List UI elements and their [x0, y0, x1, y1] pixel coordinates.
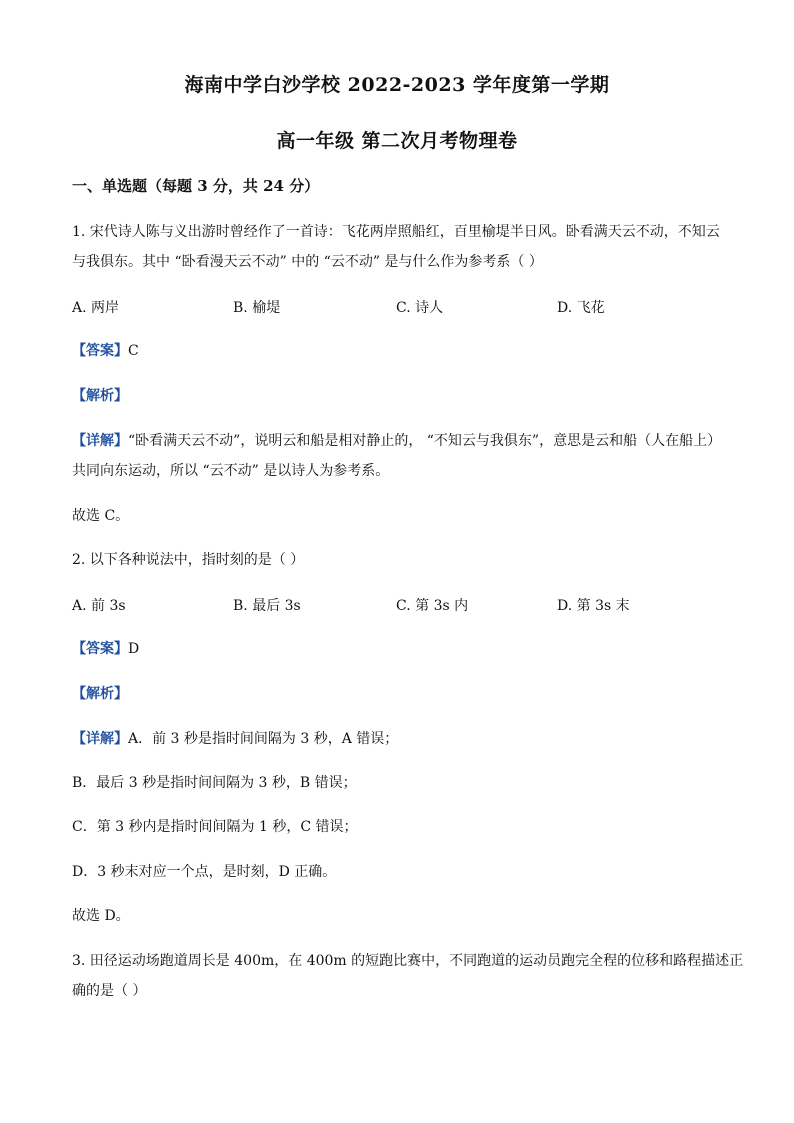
q2-stem: 2. 以下各种说法中，指时刻的是（ ）	[72, 552, 305, 568]
q2-analysis	[72, 684, 732, 704]
analysis-tag: 【解析】	[72, 686, 128, 702]
detail-text: “卧看满天云不动”，说明云和船是相对静止的， “不知云与我俱东”，意思是云和船（人在船上）	[128, 433, 722, 449]
q1-analysis	[72, 386, 732, 406]
detail-tag: 【详解】	[72, 433, 128, 449]
q2-option-c: C. 第 3s 内	[396, 598, 469, 614]
q2-option-a: A. 前 3s	[72, 598, 126, 614]
q1-stem-line1: 1. 宋代诗人陈与义出游时曾经作了一首诗：飞花两岸照船红，百里榆堤半日风。卧看满天云不动，不知云	[72, 224, 720, 240]
detail-text: A．前 3 秒是指时间间隔为 3 秒，A 错误；	[128, 731, 399, 747]
q3-stem-line1: 3. 田径运动场跑道周长是 400m，在 400m 的短跑比赛中，不同跑道的运动员跑完全程的位移和路程描述正	[72, 953, 744, 969]
q2-detail-a	[72, 729, 732, 749]
q2-answer	[72, 639, 732, 659]
q1-option-d: D. 飞花	[557, 300, 605, 316]
analysis-tag: 【解析】	[72, 388, 128, 404]
detail-tag: 【详解】	[72, 731, 128, 747]
q1-conclusion: 故选 C。	[72, 508, 130, 524]
exam-title: 高一年级 第二次月考物理卷	[276, 130, 518, 152]
q2-detail-c: C．第 3 秒内是指时间间隔为 1 秒，C 错误；	[72, 819, 358, 835]
q3-stem-line2: 确的是（ ）	[72, 983, 147, 999]
q1-answer	[72, 341, 732, 361]
section-heading: 一、单选题（每题 3 分，共 24 分）	[72, 177, 320, 195]
q1-detail-line1	[72, 431, 732, 451]
answer-value: D	[128, 641, 140, 657]
q2-detail-b: B．最后 3 秒是指时间间隔为 3 秒，B 错误；	[72, 775, 357, 791]
q2-conclusion: 故选 D。	[72, 908, 130, 924]
q1-option-a: A. 两岸	[72, 300, 120, 316]
exam-school-title: 海南中学白沙学校 2022-2023 学年度第一学期	[184, 74, 610, 96]
q2-option-b: B. 最后 3s	[233, 598, 301, 614]
answer-value: C	[128, 343, 139, 359]
answer-tag: 【答案】	[72, 343, 128, 359]
q1-stem-line2: 与我俱东。其中 “卧看漫天云不动” 中的 “云不动” 是与什么作为参考系（ ）	[72, 254, 543, 270]
q2-detail-d: D．3 秒末对应一个点，是时刻，D 正确。	[72, 864, 337, 880]
q1-option-c: C. 诗人	[396, 300, 444, 316]
q1-option-b: B. 榆堤	[233, 300, 281, 316]
q2-option-d: D. 第 3s 末	[557, 598, 630, 614]
answer-tag: 【答案】	[72, 641, 128, 657]
q1-detail-line2: 共同向东运动，所以 “云不动” 是以诗人为参考系。	[72, 463, 390, 479]
